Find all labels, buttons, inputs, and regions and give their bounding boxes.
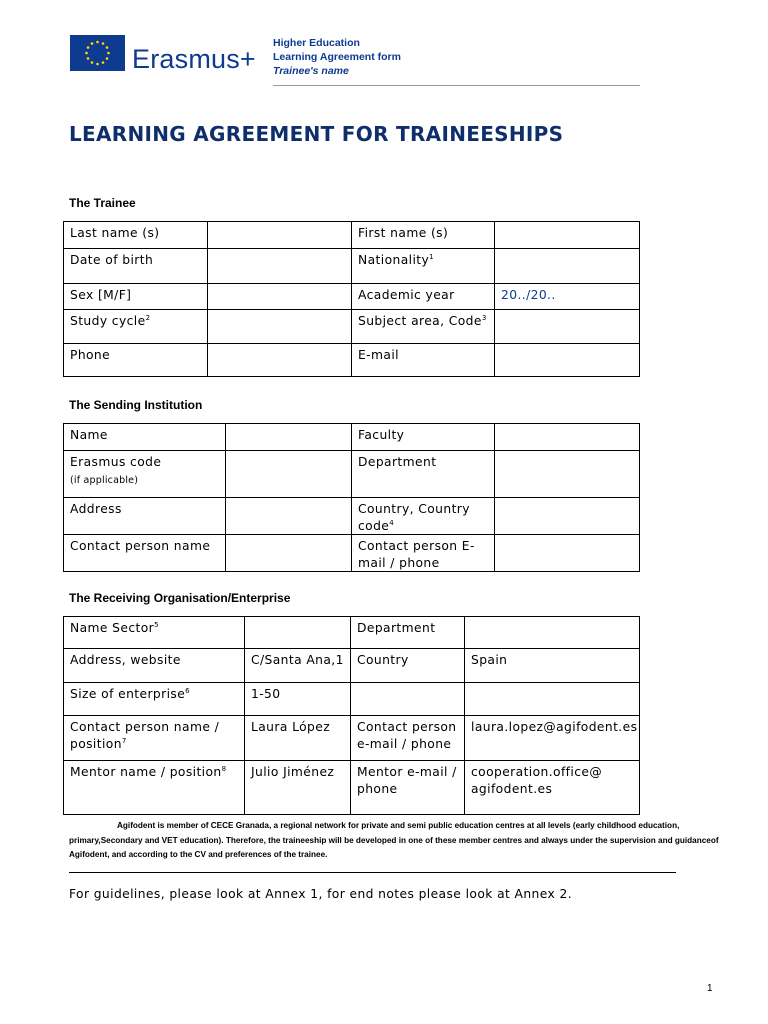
label-faculty: Faculty (352, 424, 495, 451)
field-first-name[interactable] (495, 222, 640, 249)
label-department: Department (352, 451, 495, 498)
label-receiving-department: Department (351, 617, 465, 649)
field-study-cycle[interactable] (208, 310, 352, 344)
guidelines-text: For guidelines, please look at Annex 1, for end notes please look at Annex 2. (69, 887, 573, 901)
label-academic-year: Academic year (352, 284, 495, 310)
label-mentor-position: Mentor name / position$^8$ (64, 761, 245, 815)
field-nationality[interactable] (495, 249, 640, 284)
label-first-name: First name (s) (352, 222, 495, 249)
field-date-of-birth[interactable] (208, 249, 352, 284)
label-email: E-mail (352, 344, 495, 377)
label-mentor-email: Mentor e-mail / phone (351, 761, 465, 815)
label-erasmus-code: Erasmus code (if applicable) (64, 451, 226, 498)
label-address: Address (64, 498, 226, 535)
field-mentor-email[interactable]: cooperation.office@ agifodent.es (465, 761, 640, 815)
label-last-name: Last name (s) (64, 222, 208, 249)
field-last-name[interactable] (208, 222, 352, 249)
section-title-receiving: The Receiving Organisation/Enterprise (69, 591, 291, 605)
field-email[interactable] (495, 344, 640, 377)
header-line-3: Trainee's name (273, 65, 349, 77)
erasmus-logo-text: Erasmus+ (132, 44, 256, 74)
header-line-1: Higher Education (273, 37, 360, 49)
footnote-mark: 4 (389, 518, 395, 527)
footnote-mark: 5 (154, 620, 159, 629)
label-country: Country, Country code$^4$ (352, 498, 495, 535)
footnote-mark: 2 (145, 313, 151, 322)
agifodent-note: Agifodent is member of CECE Granada, a regional network for private and semi public education centres at all levels (early childhood education, primary,Secondary and VET education). Therefore, the traineeship will be developed in one of these member centres and always under the supervision and guidanceof Agifodent, and according to the CV and preferences of the trainee. (69, 821, 719, 859)
field-mentor[interactable]: Julio Jiménez (245, 761, 351, 815)
label-receiving-name-sector: Name Sector$^5$ (64, 617, 245, 649)
sending-table (63, 423, 640, 572)
field-contact-name[interactable] (226, 535, 352, 572)
field-sending-name[interactable] (226, 424, 352, 451)
field-contact-email[interactable] (495, 535, 640, 572)
label-date-of-birth: Date of birth (64, 249, 208, 284)
footnote-mark: 3 (481, 313, 487, 322)
empty-cell (465, 683, 640, 716)
label-sending-name: Name (64, 424, 226, 451)
label-study-cycle: Study cycle$^2$ (64, 310, 208, 344)
eu-flag-logo (70, 35, 125, 71)
field-receiving-department[interactable] (465, 617, 640, 649)
field-country[interactable] (495, 498, 640, 535)
field-size-of-enterprise[interactable]: 1-50 (245, 683, 351, 716)
field-phone[interactable] (208, 344, 352, 377)
field-sex[interactable] (208, 284, 352, 310)
label-contact-person-position: Contact person name / position$^7$ (64, 716, 245, 761)
field-address[interactable] (226, 498, 352, 535)
label-sex: Sex [M/F] (64, 284, 208, 310)
trainee-table (63, 221, 640, 377)
section-title-trainee: The Trainee (69, 196, 136, 210)
footnote-divider (69, 872, 676, 873)
footnote-mark: 7 (121, 736, 127, 745)
label-contact-name: Contact person name (64, 535, 226, 572)
field-department[interactable] (495, 451, 640, 498)
field-erasmus-code[interactable] (226, 451, 352, 498)
footnote-mark: 8 (221, 764, 227, 773)
header-line-2: Learning Agreement form (273, 51, 401, 63)
label-receiving-country: Country (351, 649, 465, 683)
erasmus-code-note: (if applicable) (70, 474, 139, 486)
label-subject-area: Subject area, Code$^3$ (352, 310, 495, 344)
label-contact-email: Contact person E-mail / phone (352, 535, 495, 572)
empty-cell (351, 683, 465, 716)
label-size-of-enterprise: Size of enterprise$^6$ (64, 683, 245, 716)
label-phone: Phone (64, 344, 208, 377)
page-title: LEARNING AGREEMENT FOR TRAINEESHIPS (69, 122, 564, 146)
label-nationality: Nationality$^1$ (352, 249, 495, 284)
field-address-website[interactable]: C/Santa Ana,1 (245, 649, 351, 683)
field-subject-area[interactable] (495, 310, 640, 344)
label-address-website: Address, website (64, 649, 245, 683)
page-number: 1 (707, 983, 713, 994)
footnote-mark: 1 (429, 252, 435, 261)
field-receiving-name[interactable] (245, 617, 351, 649)
field-receiving-country[interactable]: Spain (465, 649, 640, 683)
header-divider (273, 85, 640, 86)
receiving-table (63, 616, 640, 815)
section-title-sending: The Sending Institution (69, 398, 203, 412)
field-contact-person-email[interactable]: laura.lopez@agifodent.es (465, 716, 640, 761)
field-contact-person[interactable]: Laura López (245, 716, 351, 761)
label-contact-person-email: Contact person e-mail / phone (351, 716, 465, 761)
footnote-mark: 6 (185, 686, 191, 695)
field-faculty[interactable] (495, 424, 640, 451)
field-academic-year[interactable]: 20../20.. (495, 284, 640, 310)
